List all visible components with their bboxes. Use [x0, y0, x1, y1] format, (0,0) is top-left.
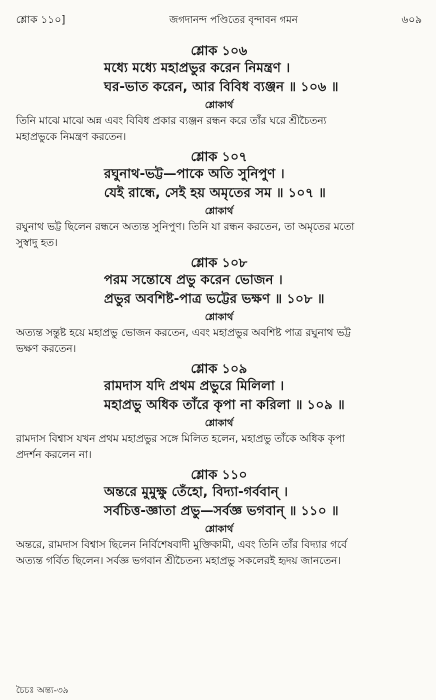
translation-line: ভক্ষণ করতেন।: [16, 343, 77, 355]
page-footer: চৈচঃ অন্ত্য-৩৯: [16, 686, 69, 696]
translation-line: অত্যন্ত সন্তুষ্ট হয়ে মহাপ্রভু ভোজন করতেন, এবং মহাপ্রভুর অবশিষ্ট পাত্র রঘুনাথ ভট্ট: [16, 327, 351, 339]
translation-label: শ্লোকার্থ: [204, 418, 234, 429]
translation-label: শ্লোকার্থ: [204, 524, 234, 535]
translation-line: তিনি মাঝে মাঝে অন্ন এবং বিবিধ প্রকার ব্যঞ্জন রন্ধন করে তাঁর ঘরে শ্রীচৈতন্য: [16, 115, 327, 127]
translation-line: অন্তরে, রামদাস বিশ্বাস ছিলেন নির্বিশেষবাদী মুক্তিকামী, এবং তিনি তাঁর বিদ্যার গর্বে: [16, 539, 347, 551]
verse-line: মহাপ্রভু অধিক তাঁরে কৃপা না করিলা ॥ ১০৯ ॥: [104, 397, 345, 413]
verse-number: শ্লোক ১১০: [190, 468, 248, 483]
verse-line: ঘর-ভাত করেন, আর বিবিধ ব্যঞ্জন ॥ ১০৬ ॥: [104, 79, 339, 95]
verse-line: রঘুনাথ-ভট্ট—পাকে অতি সুনিপুণ ।: [104, 167, 285, 182]
verse-line: প্রভুর অবশিষ্ট-পাত্র ভট্টের ভক্ষণ ॥ ১০৮ ॥: [104, 291, 325, 307]
verse-line: মধ্যে মধ্যে মহাপ্রভুর করেন নিমন্ত্রণ ।: [104, 61, 291, 76]
verse-line: রামদাস যদি প্রথম প্রভুরে মিলিলা ।: [104, 379, 285, 394]
translation-label: শ্লোকার্থ: [204, 100, 234, 111]
verse-number: শ্লোক ১০৭: [190, 150, 248, 165]
header-verse-ref: শ্লোক ১১০]: [16, 14, 66, 26]
translation-line: অত্যন্ত গর্বিত ছিলেন। সর্বজ্ঞ ভগবান শ্রীচৈতন্য মহাপ্রভু সকলেরই হৃদয় জানতেন।: [16, 555, 341, 567]
verse-number: শ্লোক ১০৯: [190, 362, 248, 377]
translation-line: রঘুনাথ ভট্ট ছিলেন রন্ধনে অত্যন্ত সুনিপুণ। তিনি যা রন্ধন করতেন, তা অমৃতের মতো: [16, 221, 355, 233]
translation-label: শ্লোকার্থ: [204, 312, 234, 323]
verse-number: শ্লোক ১০৮: [190, 256, 248, 271]
translation-line: প্রদর্শন করলেন না।: [16, 449, 92, 461]
verse-line: যেই রান্ধে, সেই হয় অমৃতের সম ॥ ১০৭ ॥: [104, 185, 326, 201]
verse-line: সর্বচিত্ত-জ্ঞাতা প্রভু—সর্বজ্ঞ ভগবান্ ॥ ১১০ ॥: [104, 503, 339, 519]
chapter-title: জগদানন্দ পণ্ডিতের বৃন্দাবন গমন: [169, 15, 298, 26]
verse-block-108: [16, 255, 422, 357]
page-number: ৬০৯: [401, 14, 422, 26]
verse-block-106: [16, 43, 422, 145]
translation-line: সুস্বাদু হত।: [16, 237, 58, 249]
translation-line: রামদাস বিশ্বাস যখন প্রথম মহাপ্রভুর সঙ্গে মিলিত হলেন, মহাপ্রভু তাঁকে অধিক কৃপা: [16, 433, 345, 445]
verse-number: শ্লোক ১০৬: [190, 44, 248, 59]
verse-line: অন্তরে মুমুক্ষু তেঁহো, বিদ্যা-গর্ববান্ ।: [104, 485, 288, 500]
verse-block-109: [16, 361, 422, 463]
translation-line: মহাপ্রভুকে নিমন্ত্রণ করতেন।: [16, 131, 127, 143]
translation-label: শ্লোকার্থ: [204, 206, 234, 217]
verse-block-110: [16, 467, 422, 569]
verse-line: পরম সন্তোষে প্রভু করেন ভোজন ।: [104, 273, 283, 288]
verse-block-107: [16, 149, 422, 251]
running-header: [16, 0, 422, 35]
